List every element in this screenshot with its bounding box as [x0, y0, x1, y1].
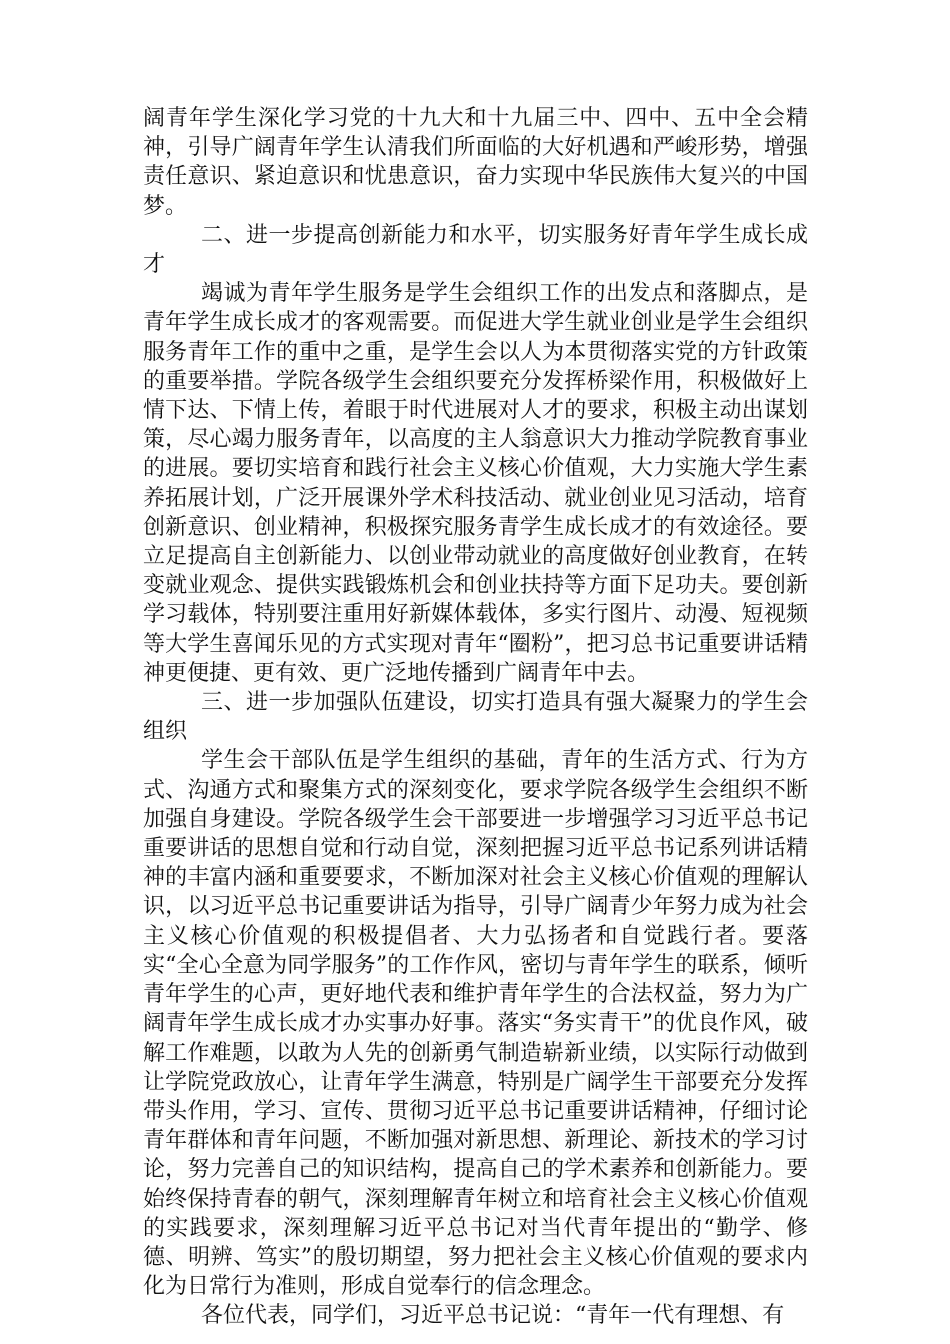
- section-heading-3: 三、进一步加强队伍建设，切实打造具有强大凝聚力的学生会组织: [143, 690, 808, 745]
- document-page: [143, 104, 808, 1331]
- paragraph-section-2-body: 竭诚为青年学生服务是学生会组织工作的出发点和落脚点，是青年学生成长成才的客观需要。而促进大学生就业创业是学生会组织服务青年工作的重中之重，是学生会以人为本贯彻落实党的方针政策的重要举措。学院各级学生会组织要充分发挥桥梁作用，积极做好上情下达、下情上传，着眼于时代进展对人才的要求，积极主动出谋划策，尽心竭力服务青年，以高度的主人翁意识大力推动学院教育事业的进展。要切实培育和践行社会主义核心价值观，大力实施大学生素养拓展计划，广泛开展课外学术科技活动、就业创业见习活动，培育创新意识、创业精神，积极探究服务青学生成长成才的有效途径。要立足提高自主创新能力、以创业带动就业的高度做好创业教育，在转变就业观念、提供实践锻炼机会和创业扶持等方面下足功夫。要创新学习载体，特别要注重用好新媒体载体，多实行图片、动漫、短视频等大学生喜闻乐见的方式实现对青年“圈粉”，把习总书记重要讲话精神更便捷、更有效、更广泛地传播到广阔青年中去。: [143, 281, 808, 686]
- paragraph-section-3-body: 学生会干部队伍是学生组织的基础，青年的生活方式、行为方式、沟通方式和聚集方式的深刻变化，要求学院各级学生会组织不断加强自身建设。学院各级学生会干部要进一步增强学习习近平总书记重要讲话的思想自觉和行动自觉，深刻把握习近平总书记系列讲话精神的丰富内涵和重要要求，不断加深对社会主义核心价值观的理解认识，以习近平总书记重要讲话为指导，引导广阔青少年努力成为社会主义核心价值观的积极提倡者、大力弘扬者和自觉践行者。要落实“全心全意为同学服务”的工作作风，密切与青年学生的联系，倾听青年学生的心声，更好地代表和维护青年学生的合法权益，努力为广阔青年学生成长成才办实事办好事。落实“务实青干”的优良作风，破解工作难题，以敢为人先的创新勇气制造崭新业绩，以实际行动做到让学院党政放心，让青年学生满意，特别是广阔学生干部要充分发挥带头作用，学习、宣传、贯彻习近平总书记重要讲话精神，仔细讨论青年群体和青年问题，不断加强对新思想、新理论、新技术的学习讨论，努力完善自己的知识结构，提高自己的学术素养和创新能力。要始终保持青春的朝气，深刻理解青年树立和培育社会主义核心价值观的实践要求，深刻理解习近平总书记对当代青年提出的“勤学、修德、明辨、笃实”的殷切期望，努力把社会主义核心价值观的要求内化为日常行为准则，形成自觉奉行的信念理念。: [143, 748, 808, 1300]
- section-heading-2: 二、进一步提高创新能力和水平，切实服务好青年学生成长成才: [143, 222, 808, 278]
- paragraph-closing: 各位代表，同学们，习近平总书记说：“青年一代有理想、有: [201, 1303, 785, 1329]
- paragraph-continuation: 阔青年学生深化学习党的十九大和十九届三中、四中、五中全会精神，引导广阔青年学生认清我们所面临的大好机遇和严峻形势，增强责任意识、紧迫意识和忧患意识，奋力实现中华民族伟大复兴的中国梦。: [143, 106, 808, 219]
